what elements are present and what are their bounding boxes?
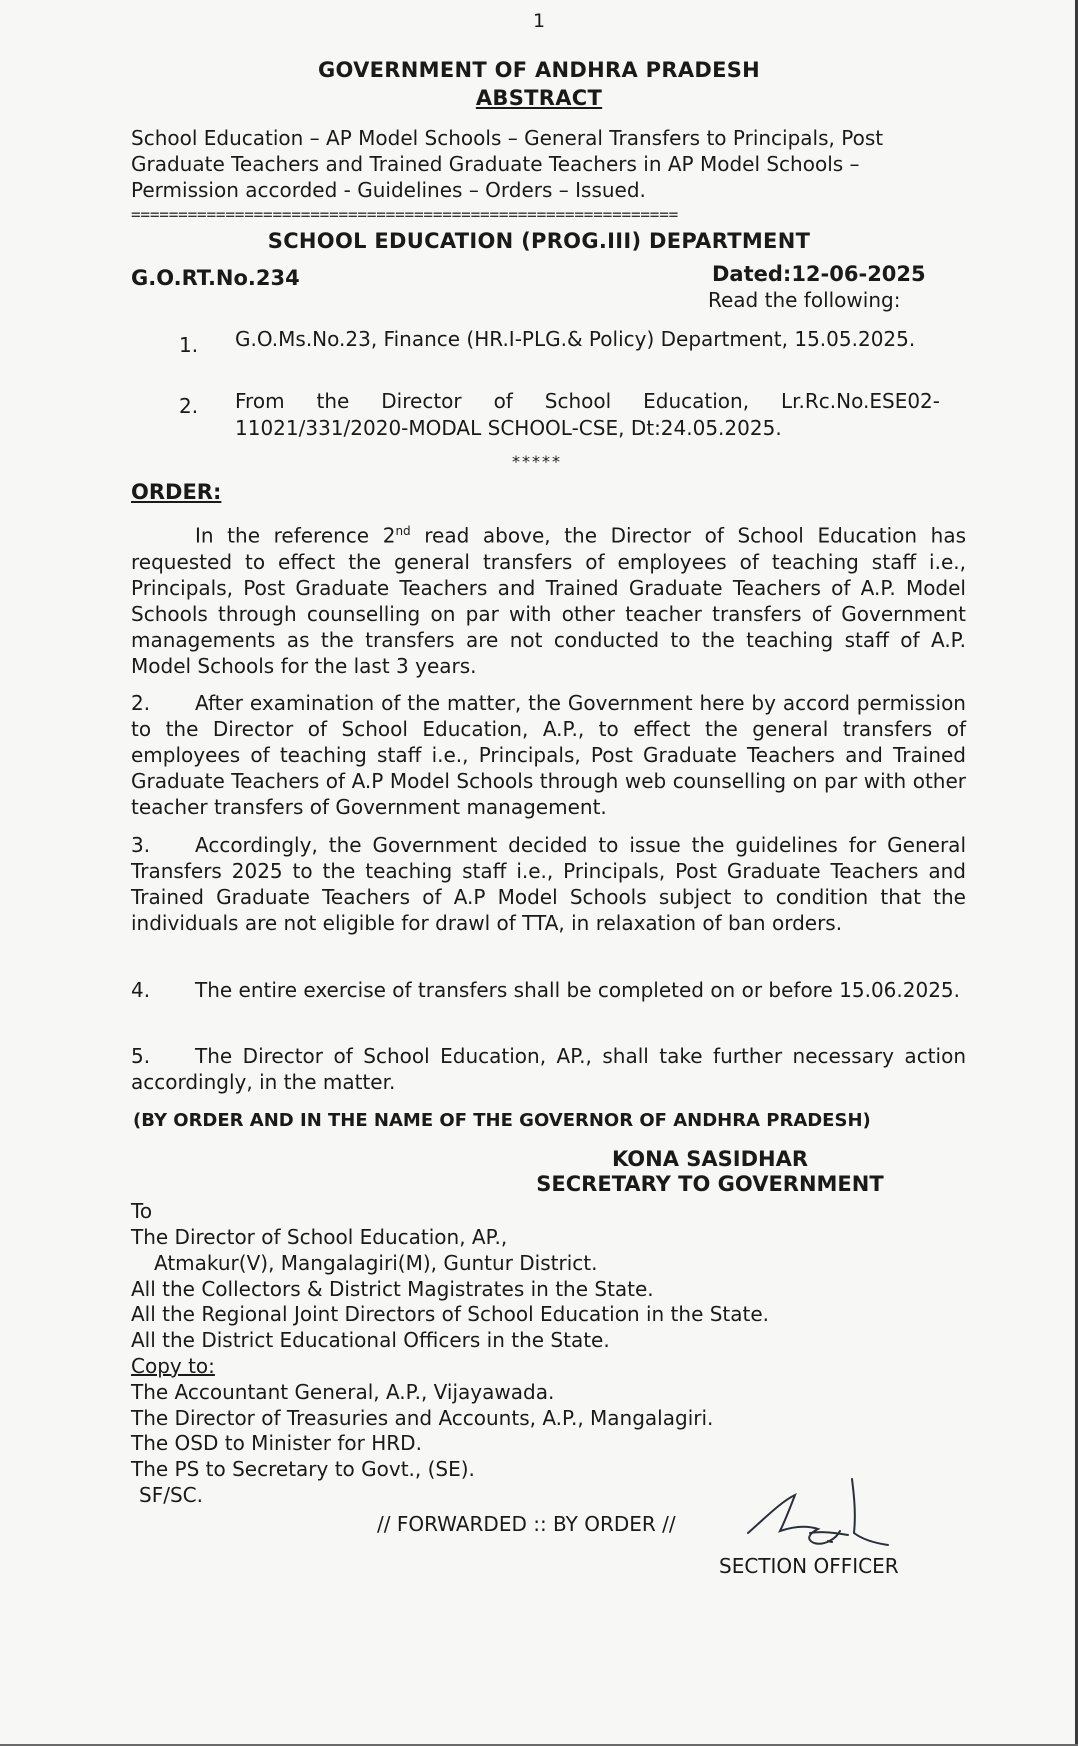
order-paragraph-2 [131,690,966,820]
forwarded-line: // FORWARDED :: BY ORDER // [377,1512,676,1536]
paragraph-text: The Director of School Education, AP., shall take further necessary action accordingly, in the matter. [131,1044,966,1094]
reference-number: 1. [179,333,199,357]
abstract-heading-row [0,86,1078,110]
recipient-item: All the Collectors & District Magistrates in the State. [131,1277,654,1301]
to-label: To [131,1199,153,1223]
paragraph-text: In the reference 2 [195,523,396,548]
signatory-title: SECRETARY TO GOVERNMENT [536,1172,884,1196]
recipient-item: The Director of School Education, AP., [131,1225,508,1249]
paragraph-number: 4. [131,978,151,1002]
paragraph-text: The entire exercise of transfers shall be completed on or before 15.06.2025. [195,978,960,1002]
page-number: 1 [532,10,546,32]
order-paragraph-4 [131,977,966,1003]
paragraph-text: read above, the Director of School Education has requested to effect the general transfers of employees of teaching staff i.e., Principals, Post Graduate Teachers and Trained Graduate Teachers of A.P. Model Schools through counselling on par with other teacher transfers of Government managements as the transfers are not conducted to the teaching staff of A.P. Model Schools for the last 3 years. [131,523,966,678]
paragraph-number: 3. [131,833,151,857]
separator-line: ========================================================== [131,205,679,224]
reference-text: G.O.Ms.No.23, Finance (HR.I-PLG.& Policy) Department, 15.05.2025. [235,327,916,351]
reference-number: 2. [179,394,199,418]
signatory-name: KONA SASIDHAR [611,1147,809,1171]
department-heading: SCHOOL EDUCATION (PROG.III) DEPARTMENT [267,229,811,253]
governor-line: (BY ORDER AND IN THE NAME OF THE GOVERNOR OF ANDHRA PRADESH) [133,1110,871,1131]
copy-item: The PS to Secretary to Govt., (SE). [131,1457,475,1481]
order-paragraph-1 [131,518,966,679]
separator-stars: ***** [512,452,562,471]
order-paragraph-5 [131,1043,966,1095]
paragraph-text: Accordingly, the Government decided to issue the guidelines for General Transfers 2025 to the teaching staff i.e., Principals, Post Graduate Teachers and Trained Graduate Teachers of A.P Model Schools subject to condition that the individuals are not eligible for drawl of TTA, in relaxation of ban orders. [131,833,966,935]
paragraph-text: After examination of the matter, the Government here by accord permission to the Director of School Education, A.P., to effect the general transfers of employees of teaching staff i.e., Principals, Post Graduate Teachers and Trained Graduate Teachers of A.P Model Schools through web counselling on par with other teacher transfers of Government management. [131,691,966,819]
reference-text: From the Director of School Education, Lr.Rc.No.ESE02-11021/331/2020-MODAL SCHOOL-CSE, Dt:24.05.2025. [235,389,940,440]
order-date: Dated:12-06-2025 [712,262,926,286]
paragraph-number: 5. [131,1044,151,1068]
recipient-item: Atmakur(V), Mangalagiri(M), Guntur District. [154,1251,598,1275]
section-officer-label: SECTION OFFICER [719,1554,899,1578]
copy-item: The OSD to Minister for HRD. [131,1431,422,1455]
superscript: nd [395,524,411,538]
paragraph-number: 2. [131,691,151,715]
copy-item: The Accountant General, A.P., Vijayawada. [131,1380,555,1404]
recipient-item: All the Regional Joint Directors of School Education in the State. [131,1302,770,1326]
go-number: G.O.RT.No.234 [131,266,300,290]
order-heading: ORDER: [131,480,222,504]
recipient-item: All the District Educational Officers in the State. [131,1328,610,1352]
abstract-heading: ABSTRACT [475,86,603,110]
order-paragraph-3 [131,832,966,936]
government-heading: GOVERNMENT OF ANDHRA PRADESH [317,58,761,82]
handwritten-signature [740,1473,900,1553]
copy-item: SF/SC. [139,1483,203,1507]
subject-text: School Education – AP Model Schools – General Transfers to Principals, Post Graduate Teachers and Trained Graduate Teachers in AP Model Schools – Permission accorded - Guidelines – Orders – Issued. [131,126,884,202]
copy-to-label: Copy to: [131,1354,215,1378]
copy-item: The Director of Treasuries and Accounts, A.P., Mangalagiri. [131,1406,714,1430]
read-following-label: Read the following: [708,288,901,312]
